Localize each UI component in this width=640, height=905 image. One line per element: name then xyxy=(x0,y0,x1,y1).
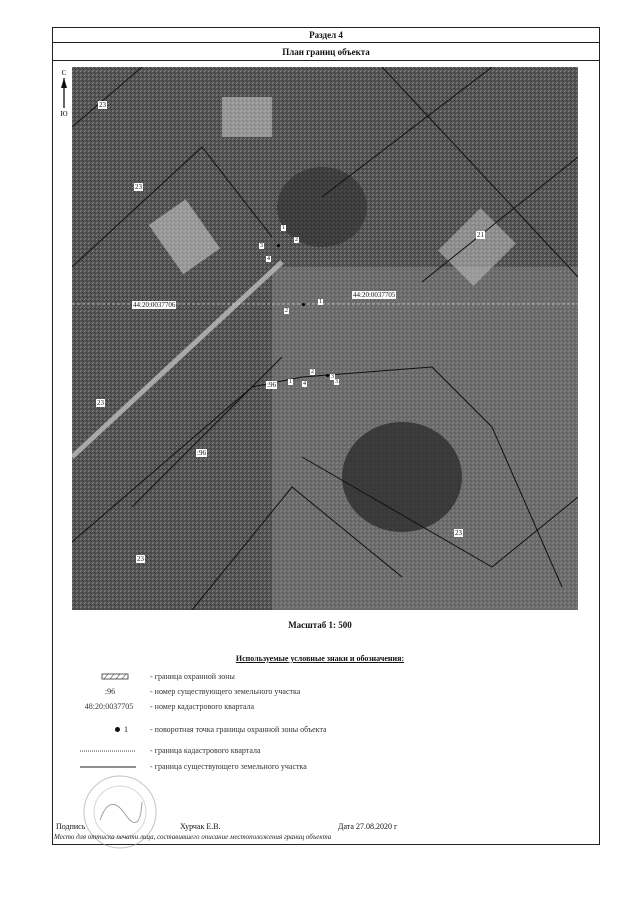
seal-note: Место для оттиска печати лица, составившего описание местоположения границ объекта xyxy=(54,833,332,841)
parcel-label: 21 xyxy=(477,231,484,239)
legend-desc: - граница кадастрового квартала xyxy=(150,746,261,755)
quarter-label: 44:20:0037705 xyxy=(353,291,396,299)
legend-desc: - граница охранной зоны xyxy=(150,672,235,681)
section-header: Раздел 4 xyxy=(53,28,599,43)
compass-icon xyxy=(58,68,70,118)
turning-point-label: 2 xyxy=(295,237,298,243)
compass-north-label: С xyxy=(61,69,67,77)
turning-point-marker xyxy=(277,244,280,247)
map-scale: Масштаб 1: 500 xyxy=(288,620,352,630)
legend-desc: - номер существующего земельного участка xyxy=(150,687,301,696)
parcel-label: 23 xyxy=(99,101,106,109)
legend-row-quarter-number xyxy=(60,700,600,714)
legend-symbol: :96 xyxy=(104,687,116,696)
legend-desc: - граница существующего земельного участка xyxy=(150,762,307,771)
turning-point-marker xyxy=(302,303,305,306)
parcel-label: 23 xyxy=(135,183,142,191)
hatched-line-icon xyxy=(100,670,130,684)
legend-desc: - номер кадастрового квартала xyxy=(150,702,255,711)
parcel-label: :96 xyxy=(197,449,206,457)
legend-row-protection-zone xyxy=(60,670,600,684)
legend-title: Используемые условные знаки и обозначения: xyxy=(235,654,405,663)
map-canvas xyxy=(72,67,578,610)
turning-point-label: 3 xyxy=(331,374,334,380)
page-title: План границ объекта xyxy=(53,43,599,61)
legend-row-turning-point xyxy=(60,723,600,737)
compass-south-label: Ю xyxy=(60,110,68,118)
legend-row-quarter-boundary xyxy=(60,744,600,758)
quarter-label: 44:20:0037706 xyxy=(133,301,176,309)
turning-point-label: 2 xyxy=(285,308,288,314)
parcel-label: 23 xyxy=(97,399,104,407)
signature-label: Подпись xyxy=(56,822,86,831)
turning-point-label: 1 xyxy=(282,225,285,231)
legend-symbol: 1 xyxy=(124,725,128,734)
turning-point-label: 1 xyxy=(319,299,322,305)
signer-name: Хурчак Е.В. xyxy=(180,822,221,831)
turning-point-label: 3 xyxy=(260,243,263,249)
parcel-label: :96 xyxy=(267,381,276,389)
turning-point-label: 4 xyxy=(267,256,270,262)
aerial-map[interactable] xyxy=(72,67,578,610)
signature-date: Дата 27.08.2020 г xyxy=(338,822,398,831)
turning-point-label: 2 xyxy=(311,369,314,375)
dot-icon xyxy=(115,727,120,732)
legend-symbol: 48:20:0037705 xyxy=(84,702,134,711)
legend-desc: - поворотная точка границы охранной зоны объекта xyxy=(150,725,327,734)
turning-point-label: 4 xyxy=(303,381,306,387)
legend-row-parcel-number xyxy=(60,685,600,699)
turning-point-label: 3 xyxy=(335,379,338,385)
turning-point-label: 1 xyxy=(289,379,292,385)
dashed-line-icon xyxy=(78,744,138,758)
parcel-label: 23 xyxy=(137,555,144,563)
turning-point-marker xyxy=(326,374,329,377)
parcel-label: 23 xyxy=(455,529,462,537)
